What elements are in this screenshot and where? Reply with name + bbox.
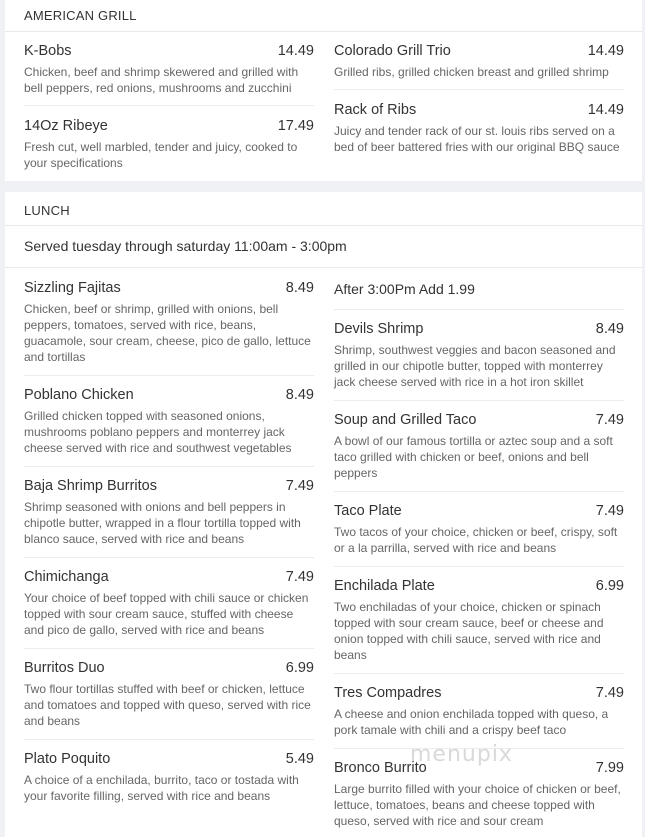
item-price: 8.49	[595, 321, 624, 337]
section-heading: LUNCH	[5, 192, 642, 226]
item-description: A bowl of our famous tortilla or aztec soup and a soft taco grilled with chicken or beef, onions and bell peppers	[334, 434, 613, 480]
served-hours: Served tuesday through saturday 11:00am - 3:00pm	[5, 226, 642, 268]
item-description: Fresh cut, well marbled, tender and juicy, cooked to your specifications	[24, 140, 298, 170]
item-name: Colorado Grill Trio	[334, 43, 451, 59]
divider	[334, 566, 624, 567]
menu-item[interactable]	[24, 118, 314, 171]
divider	[24, 466, 314, 467]
item-description: Shrimp, southwest veggies and bacon seasoned and grilled in our chipotle butter, topped with monterrey jack cheese served with rice in a hot iron skillet	[334, 343, 616, 389]
divider	[24, 739, 314, 740]
item-description: Your choice of beef topped with chili sauce or chicken topped with sour cream sauce, stuffed with cheese and pico de gallo, served with rice and beans	[24, 591, 309, 637]
menu-item[interactable]	[24, 660, 314, 729]
price-note: After 3:00Pm Add 1.99	[334, 281, 475, 297]
item-description: Two enchiladas of your choice, chicken or spinach topped with sour cream sauce, beef or cheese and onion topped with chili sauce, served with rice and beans	[334, 600, 604, 662]
menu-item[interactable]	[24, 387, 314, 456]
item-name: Baja Shrimp Burritos	[24, 478, 157, 494]
item-name: Rack of Ribs	[334, 102, 417, 118]
item-price: 8.49	[285, 387, 314, 403]
item-price: 7.49	[595, 412, 624, 428]
watermark-logo: menupix	[410, 742, 513, 767]
menu-item[interactable]	[24, 43, 314, 96]
item-name: Soup and Grilled Taco	[334, 412, 477, 428]
item-price: 7.49	[285, 478, 314, 494]
divider	[24, 105, 314, 106]
menu-item[interactable]	[334, 321, 624, 390]
item-price: 8.49	[285, 280, 314, 296]
item-name: Devils Shrimp	[334, 321, 424, 337]
menu-item[interactable]	[334, 102, 624, 155]
menu-item[interactable]	[334, 760, 624, 829]
item-name: 14Oz Ribeye	[24, 118, 108, 134]
divider	[334, 673, 624, 674]
item-name: Burritos Duo	[24, 660, 105, 676]
item-name: Poblano Chicken	[24, 387, 134, 403]
item-name: Sizzling Fajitas	[24, 280, 121, 296]
menu-item[interactable]	[24, 569, 314, 638]
divider	[334, 309, 624, 310]
lunch-section	[5, 192, 642, 837]
item-price: 6.99	[595, 578, 624, 594]
item-description: Shrimp seasoned with onions and bell peppers in chipotle butter, wrapped in a flour tortilla topped with blanco sauce, served with rice and beans	[24, 500, 301, 546]
item-name: Taco Plate	[334, 503, 402, 519]
divider	[334, 400, 624, 401]
item-price: 6.99	[285, 660, 314, 676]
american-grill-section	[5, 0, 642, 181]
item-price: 5.49	[285, 751, 314, 767]
item-description: Two flour tortillas stuffed with beef or chicken, lettuce and tomatoes and topped with queso, served with rice and beans	[24, 682, 311, 728]
divider	[334, 491, 624, 492]
item-price: 14.49	[587, 102, 624, 118]
item-description: Two tacos of your choice, chicken or beef, crispy, soft or a la parrilla, served with rice and beans	[334, 525, 618, 555]
menu-item[interactable]	[334, 685, 624, 738]
menu-item[interactable]	[24, 280, 314, 365]
item-price: 14.49	[587, 43, 624, 59]
item-description: Grilled ribs, grilled chicken breast and grilled shrimp	[334, 65, 609, 79]
item-description: Chicken, beef or shrimp, grilled with onions, bell peppers, tomatoes, served with rice, beans, guacamole, sour cream, cheese, pico de gallo, lettuce and tortillas	[24, 302, 311, 364]
item-name: K-Bobs	[24, 43, 72, 59]
menu-item[interactable]	[334, 412, 624, 481]
item-description: Grilled chicken topped with seasoned onions, mushrooms poblano peppers and monterrey jack cheese served with rice and southwest vegetables	[24, 409, 292, 455]
section-heading: AMERICAN GRILL	[5, 0, 642, 32]
divider	[24, 557, 314, 558]
item-name: Plato Poquito	[24, 751, 111, 767]
item-price: 7.99	[595, 760, 624, 776]
item-name: Tres Compadres	[334, 685, 442, 701]
item-description: Juicy and tender rack of our st. louis ribs served on a bed of beer battered fries with our original BBQ sauce	[334, 124, 620, 154]
item-name: Bronco Burrito	[334, 760, 427, 776]
divider	[24, 648, 314, 649]
menu-item[interactable]	[334, 503, 624, 556]
item-description: A cheese and onion enchilada topped with queso, a pork tamale with chili and a crispy beef taco	[334, 707, 609, 737]
menu-item[interactable]	[334, 43, 624, 80]
item-description: Large burrito filled with your choice of chicken or beef, lettuce, tomatoes, beans and cheese topped with queso, served with rice and sour cream	[334, 782, 621, 828]
menu-item[interactable]	[334, 578, 624, 663]
item-price: 17.49	[277, 118, 314, 134]
divider	[334, 89, 624, 90]
item-price: 14.49	[277, 43, 314, 59]
item-name: Chimichanga	[24, 569, 109, 585]
item-description: Chicken, beef and shrimp skewered and grilled with bell peppers, red onions, mushrooms and zucchini	[24, 65, 299, 95]
divider	[24, 375, 314, 376]
menu-item[interactable]	[24, 478, 314, 547]
item-price: 7.49	[595, 685, 624, 701]
item-price: 7.49	[285, 569, 314, 585]
menu-item[interactable]	[24, 751, 314, 804]
item-price: 7.49	[595, 503, 624, 519]
item-description: A choice of a enchilada, burrito, taco or tostada with your favorite filling, served with rice and beans	[24, 773, 299, 803]
item-name: Enchilada Plate	[334, 578, 435, 594]
